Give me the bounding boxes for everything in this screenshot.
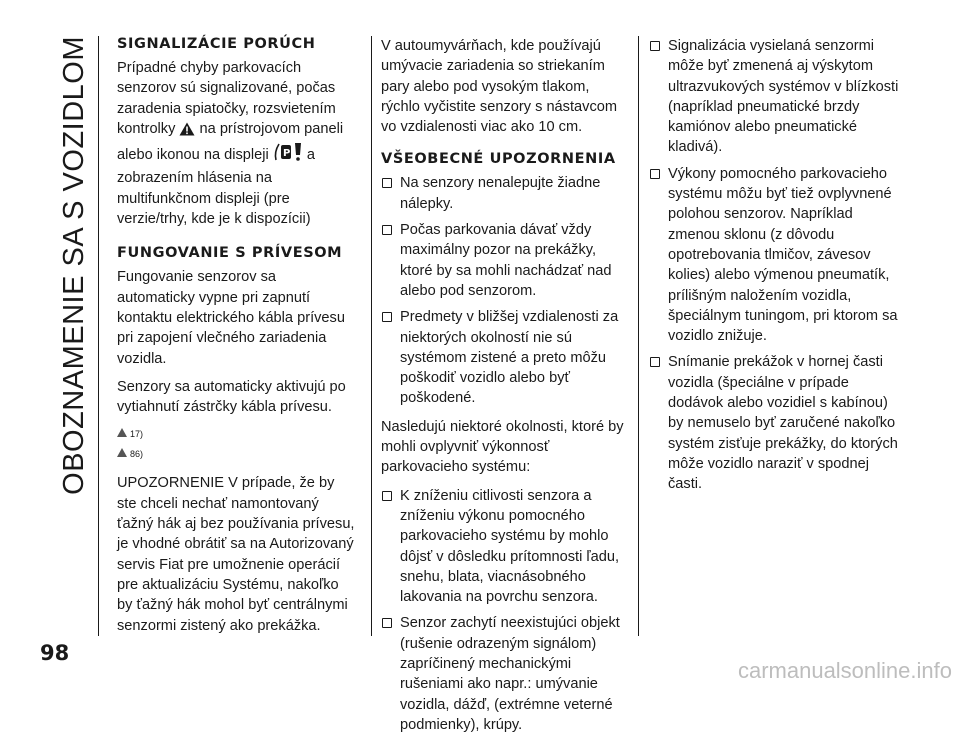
- heading-fault-signalling: SIGNALIZÁCIE PORÚCH: [117, 36, 316, 52]
- watermark: carmanualsonline.info: [737, 658, 952, 683]
- svg-text:P: P: [282, 148, 291, 160]
- column-divider-1: [371, 36, 372, 636]
- side-section-title: [52, 36, 96, 636]
- page-number: 98: [40, 641, 70, 665]
- list-item: Signalizácia vysielaná senzormi môže byť zmenená aj výskytom ultrazvukových systémov v blízkosti (napríklad pneumatické brzdy kamiónov alebo pneumatické kladivá).: [649, 36, 904, 158]
- checkbox-bullet-icon: [650, 357, 660, 367]
- checkbox-bullet-icon: [382, 178, 392, 188]
- heading-trailer: FUNGOVANIE S PRÍVESOM: [117, 245, 343, 262]
- parking-sensor-fault-icon: [273, 142, 303, 168]
- column-1: [117, 36, 357, 644]
- checkbox-bullet-icon: [382, 225, 392, 235]
- checkbox-bullet-icon: [650, 41, 660, 51]
- reference-86: [117, 445, 357, 463]
- paragraph-notice: UPOZORNENIE V prípade, že by ste chceli nechať namontovaný ťažný hák aj bez používania prívesu, je vhodné obrátiť sa na Autorizovaný servis Fiat pre umožnenie operácií pre aktualizáciu Systému, nakoľko by ťažný hák mohol byť centrálnymi senzormi zistený ako prekážka.: [117, 475, 355, 634]
- list-item: Počas parkovania dávať vždy maximálny pozor na prekážky, ktoré by sa mohli nachádzať nad alebo pod senzorom.: [381, 220, 627, 301]
- checkbox-bullet-icon: [382, 491, 392, 501]
- checkbox-bullet-icon: [650, 169, 660, 179]
- column-3: [649, 36, 904, 501]
- reference-86-label: 86): [130, 449, 144, 460]
- list-item: Snímanie prekážok v hornej časti vozidla (špeciálne v prípade dodávok alebo vozidiel s kabínou) by nemuselo byť zaručené nakoľko systém zisťuje prekážky, do ktorých môže vozidlo naraziť v spodnej časti.: [649, 352, 904, 494]
- column-divider-2: [638, 36, 639, 636]
- warning-small-icon: [117, 424, 127, 444]
- list-item: Predmety v bližšej vzdialenosti za niektorých okolností nie sú systémom zistené a preto môžu poškodiť vozidlo alebo byť poškodené.: [381, 307, 627, 408]
- paragraph-car-wash: V autoumyvárňach, kde používajú umývacie zariadenia so striekaním pary alebo pod vysokým tlakom, rýchlo vyčistite senzory s nástavcom vo vzdialenosti viac ako 10 cm.: [381, 38, 618, 136]
- warning-triangle-icon: [179, 122, 195, 142]
- side-divider: [98, 36, 99, 636]
- reference-17-label: 17): [130, 429, 144, 440]
- text-fault-c: a zobrazením hlásenia na multifunkčnom displeji (pre verzie/trhy, kde je k dispozícii): [117, 147, 315, 228]
- attention-small-icon: [117, 444, 127, 464]
- paragraph-circumstances: Nasledujú niektoré okolnosti, ktoré by mohli ovplyvniť výkonnosť parkovacieho systému:: [381, 418, 624, 476]
- checkbox-bullet-icon: [382, 312, 392, 322]
- paragraph-fault-signalling: [117, 58, 357, 229]
- text-fault-b: na prístrojovom paneli alebo ikonou na displeji: [117, 120, 344, 164]
- list-item: Senzor zachytí neexistujúci objekt (rušenie odrazeným signálom) zapríčinený mechanickými rušeniami ako napr.: umývanie vozidla, dážď, (extrémne veterné podmienky), krúpy.: [381, 613, 627, 735]
- paragraph-trailer-2: Senzory sa automaticky aktivujú po vytiahnutí zástrčky kábla prívesu.: [117, 378, 346, 416]
- paragraph-trailer-1: Fungovanie senzorov sa automaticky vypne pri zapnutí kontaktu elektrického kábla prívesu pri zapojení vlečného zariadenia vozidla.: [117, 269, 345, 367]
- reference-17: [117, 425, 357, 443]
- heading-general-warnings: VŠEOBECNÉ UPOZORNENIA: [381, 151, 616, 168]
- checkbox-bullet-icon: [382, 618, 392, 628]
- list-item: Na senzory nenalepujte žiadne nálepky.: [381, 173, 627, 214]
- text-fault-a: Prípadné chyby parkovacích senzorov sú signalizované, počas zaradenia spiatočky, rozsvietením kontrolky: [117, 60, 336, 137]
- list-item: Výkony pomocného parkovacieho systému môžu byť tiež ovplyvnené polohou senzorov. Napríklad zmenou sklonu (z dôvodu opotrebovania tlmičov, závesov kolies) alebo výmenou pneumatík, prílišným naložením vozidla, špeciálnym tuningom, pri ktorom sa vozidlo znižuje.: [649, 164, 904, 347]
- side-title-text: OBOZNAMENIE SA S VOZIDLOM: [57, 36, 90, 495]
- column-2: [381, 36, 627, 741]
- list-item: K zníženiu citlivosti senzora a zníženiu výkonu pomocného parkovacieho systému by mohlo dôjsť v dôsledku prítomnosti ľadu, snehu, blata, viacnásobného lakovania na povrchu senzora.: [381, 486, 627, 608]
